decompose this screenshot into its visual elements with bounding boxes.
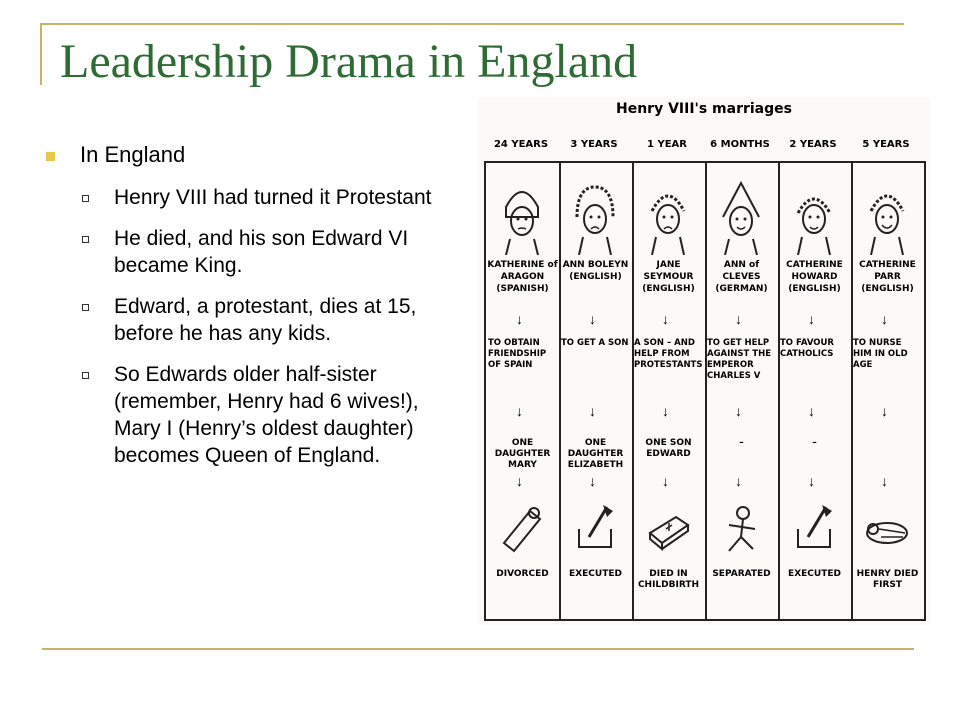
marriages-chart — [478, 97, 930, 625]
down-arrow-icon: ↓ — [589, 473, 596, 489]
down-arrow-icon: ↓ — [808, 311, 815, 327]
chart-table — [484, 161, 926, 621]
hollow-square-icon — [82, 236, 89, 243]
down-arrow-icon: ↓ — [662, 311, 669, 327]
duration-label: 1 YEAR — [647, 139, 687, 150]
down-arrow-icon: ↓ — [516, 311, 523, 327]
queen-portrait-icon — [719, 177, 763, 255]
sub-bullet-text: Edward, a protestant, dies at 15, before he has any kids. — [114, 295, 417, 345]
slide-title: Leadership Drama in England — [60, 35, 638, 88]
queen-portrait-icon — [500, 177, 544, 255]
duration-label: 24 YEARS — [493, 139, 549, 150]
down-arrow-icon: ↓ — [735, 311, 742, 327]
sub-bullet — [42, 361, 462, 469]
separated-figure-icon — [719, 503, 763, 553]
axe-block-icon — [792, 503, 836, 553]
marriage-reason: A SON – AND HELP FROM PROTESTANTS — [634, 338, 703, 370]
sub-bullet-text: He died, and his son Edward VI became King. — [114, 227, 409, 277]
axe-block-icon — [573, 503, 617, 553]
hollow-square-icon — [82, 304, 89, 311]
wife-name: JANE SEYMOUR (ENGLISH) — [642, 260, 695, 294]
down-arrow-icon: ↓ — [735, 473, 742, 489]
down-arrow-icon: ↓ — [589, 403, 596, 419]
marriage-fate: EXECUTED — [569, 569, 622, 579]
marriage-fate: DIED IN CHILDBIRTH — [637, 569, 700, 590]
sub-bullet — [42, 293, 462, 347]
down-arrow-icon: ↓ — [662, 403, 669, 419]
bullet-main — [42, 140, 462, 170]
duration-label: 6 MONTHS — [710, 139, 770, 150]
sub-bullet — [42, 184, 462, 211]
bullet-list — [42, 140, 462, 469]
dead-king-icon — [865, 503, 909, 553]
marriage-reason: TO GET A SON — [561, 338, 629, 348]
sub-bullet-text: So Edwards older half-sister (remember, Henry had 6 wives!), Mary I (Henry’s oldest daughter) becomes Queen of England. — [114, 363, 419, 467]
queen-portrait-icon — [792, 177, 836, 255]
marriage-fate: HENRY DIED FIRST — [856, 569, 919, 590]
children: ONE DAUGHTER MARY — [494, 438, 551, 470]
chart-title: Henry VIII's marriages — [616, 101, 792, 117]
wife-name: ANN of CLEVES (GERMAN) — [715, 260, 768, 294]
wife-name: ANN BOLEYN (ENGLISH) — [562, 260, 629, 282]
hollow-square-icon — [82, 195, 89, 202]
down-arrow-icon: ↓ — [589, 311, 596, 327]
wife-column-ann-of-cleves — [705, 163, 778, 619]
marriage-fate: EXECUTED — [788, 569, 841, 579]
queen-portrait-icon — [865, 177, 909, 255]
scroll-icon — [500, 503, 544, 553]
sub-bullet-text: Henry VIII had turned it Protestant — [114, 186, 432, 209]
hollow-square-icon — [82, 372, 89, 379]
down-arrow-icon: ↓ — [881, 311, 888, 327]
down-arrow-icon: ↓ — [881, 403, 888, 419]
duration-label: 2 YEARS — [789, 139, 837, 150]
bullet-main-text: In England — [80, 142, 186, 167]
wife-column-ann-boleyn — [559, 163, 632, 619]
frame-left-line — [40, 23, 42, 85]
children: – — [739, 438, 744, 448]
down-arrow-icon: ↓ — [516, 403, 523, 419]
marriage-reason: TO GET HELP AGAINST THE EMPEROR CHARLES V — [707, 338, 772, 381]
duration-label: 5 YEARS — [862, 139, 910, 150]
wife-name: KATHERINE of ARAGON (SPANISH) — [487, 260, 558, 294]
wife-name: CATHERINE PARR (ENGLISH) — [859, 260, 916, 294]
down-arrow-icon: ↓ — [808, 473, 815, 489]
marriage-reason: TO FAVOUR CATHOLICS — [780, 338, 834, 359]
frame-top-line — [42, 23, 904, 25]
down-arrow-icon: ↓ — [735, 403, 742, 419]
queen-portrait-icon — [646, 177, 690, 255]
sub-bullet — [42, 225, 462, 279]
children: – — [812, 438, 817, 448]
wife-column-jane-seymour — [632, 163, 705, 619]
wife-name: CATHERINE HOWARD (ENGLISH) — [786, 260, 843, 294]
down-arrow-icon: ↓ — [516, 473, 523, 489]
marriage-reason: TO OBTAIN FRIENDSHIP OF SPAIN — [488, 338, 547, 370]
wife-column-catherine-parr — [851, 163, 924, 619]
coffin-icon — [646, 503, 690, 553]
down-arrow-icon: ↓ — [881, 473, 888, 489]
marriage-reason: TO NURSE HIM IN OLD AGE — [853, 338, 908, 370]
down-arrow-icon: ↓ — [662, 473, 669, 489]
wife-column-katherine — [486, 163, 559, 619]
down-arrow-icon: ↓ — [808, 403, 815, 419]
marriage-fate: SEPARATED — [712, 569, 771, 579]
children: ONE SON EDWARD — [645, 438, 692, 459]
queen-portrait-icon — [573, 177, 617, 255]
wife-column-catherine-howard — [778, 163, 851, 619]
duration-label: 3 YEARS — [570, 139, 618, 150]
bullet-square-icon — [46, 152, 55, 161]
frame-bottom-line — [42, 648, 914, 650]
marriage-fate: DIVORCED — [496, 569, 549, 579]
children: ONE DAUGHTER ELIZABETH — [567, 438, 624, 470]
